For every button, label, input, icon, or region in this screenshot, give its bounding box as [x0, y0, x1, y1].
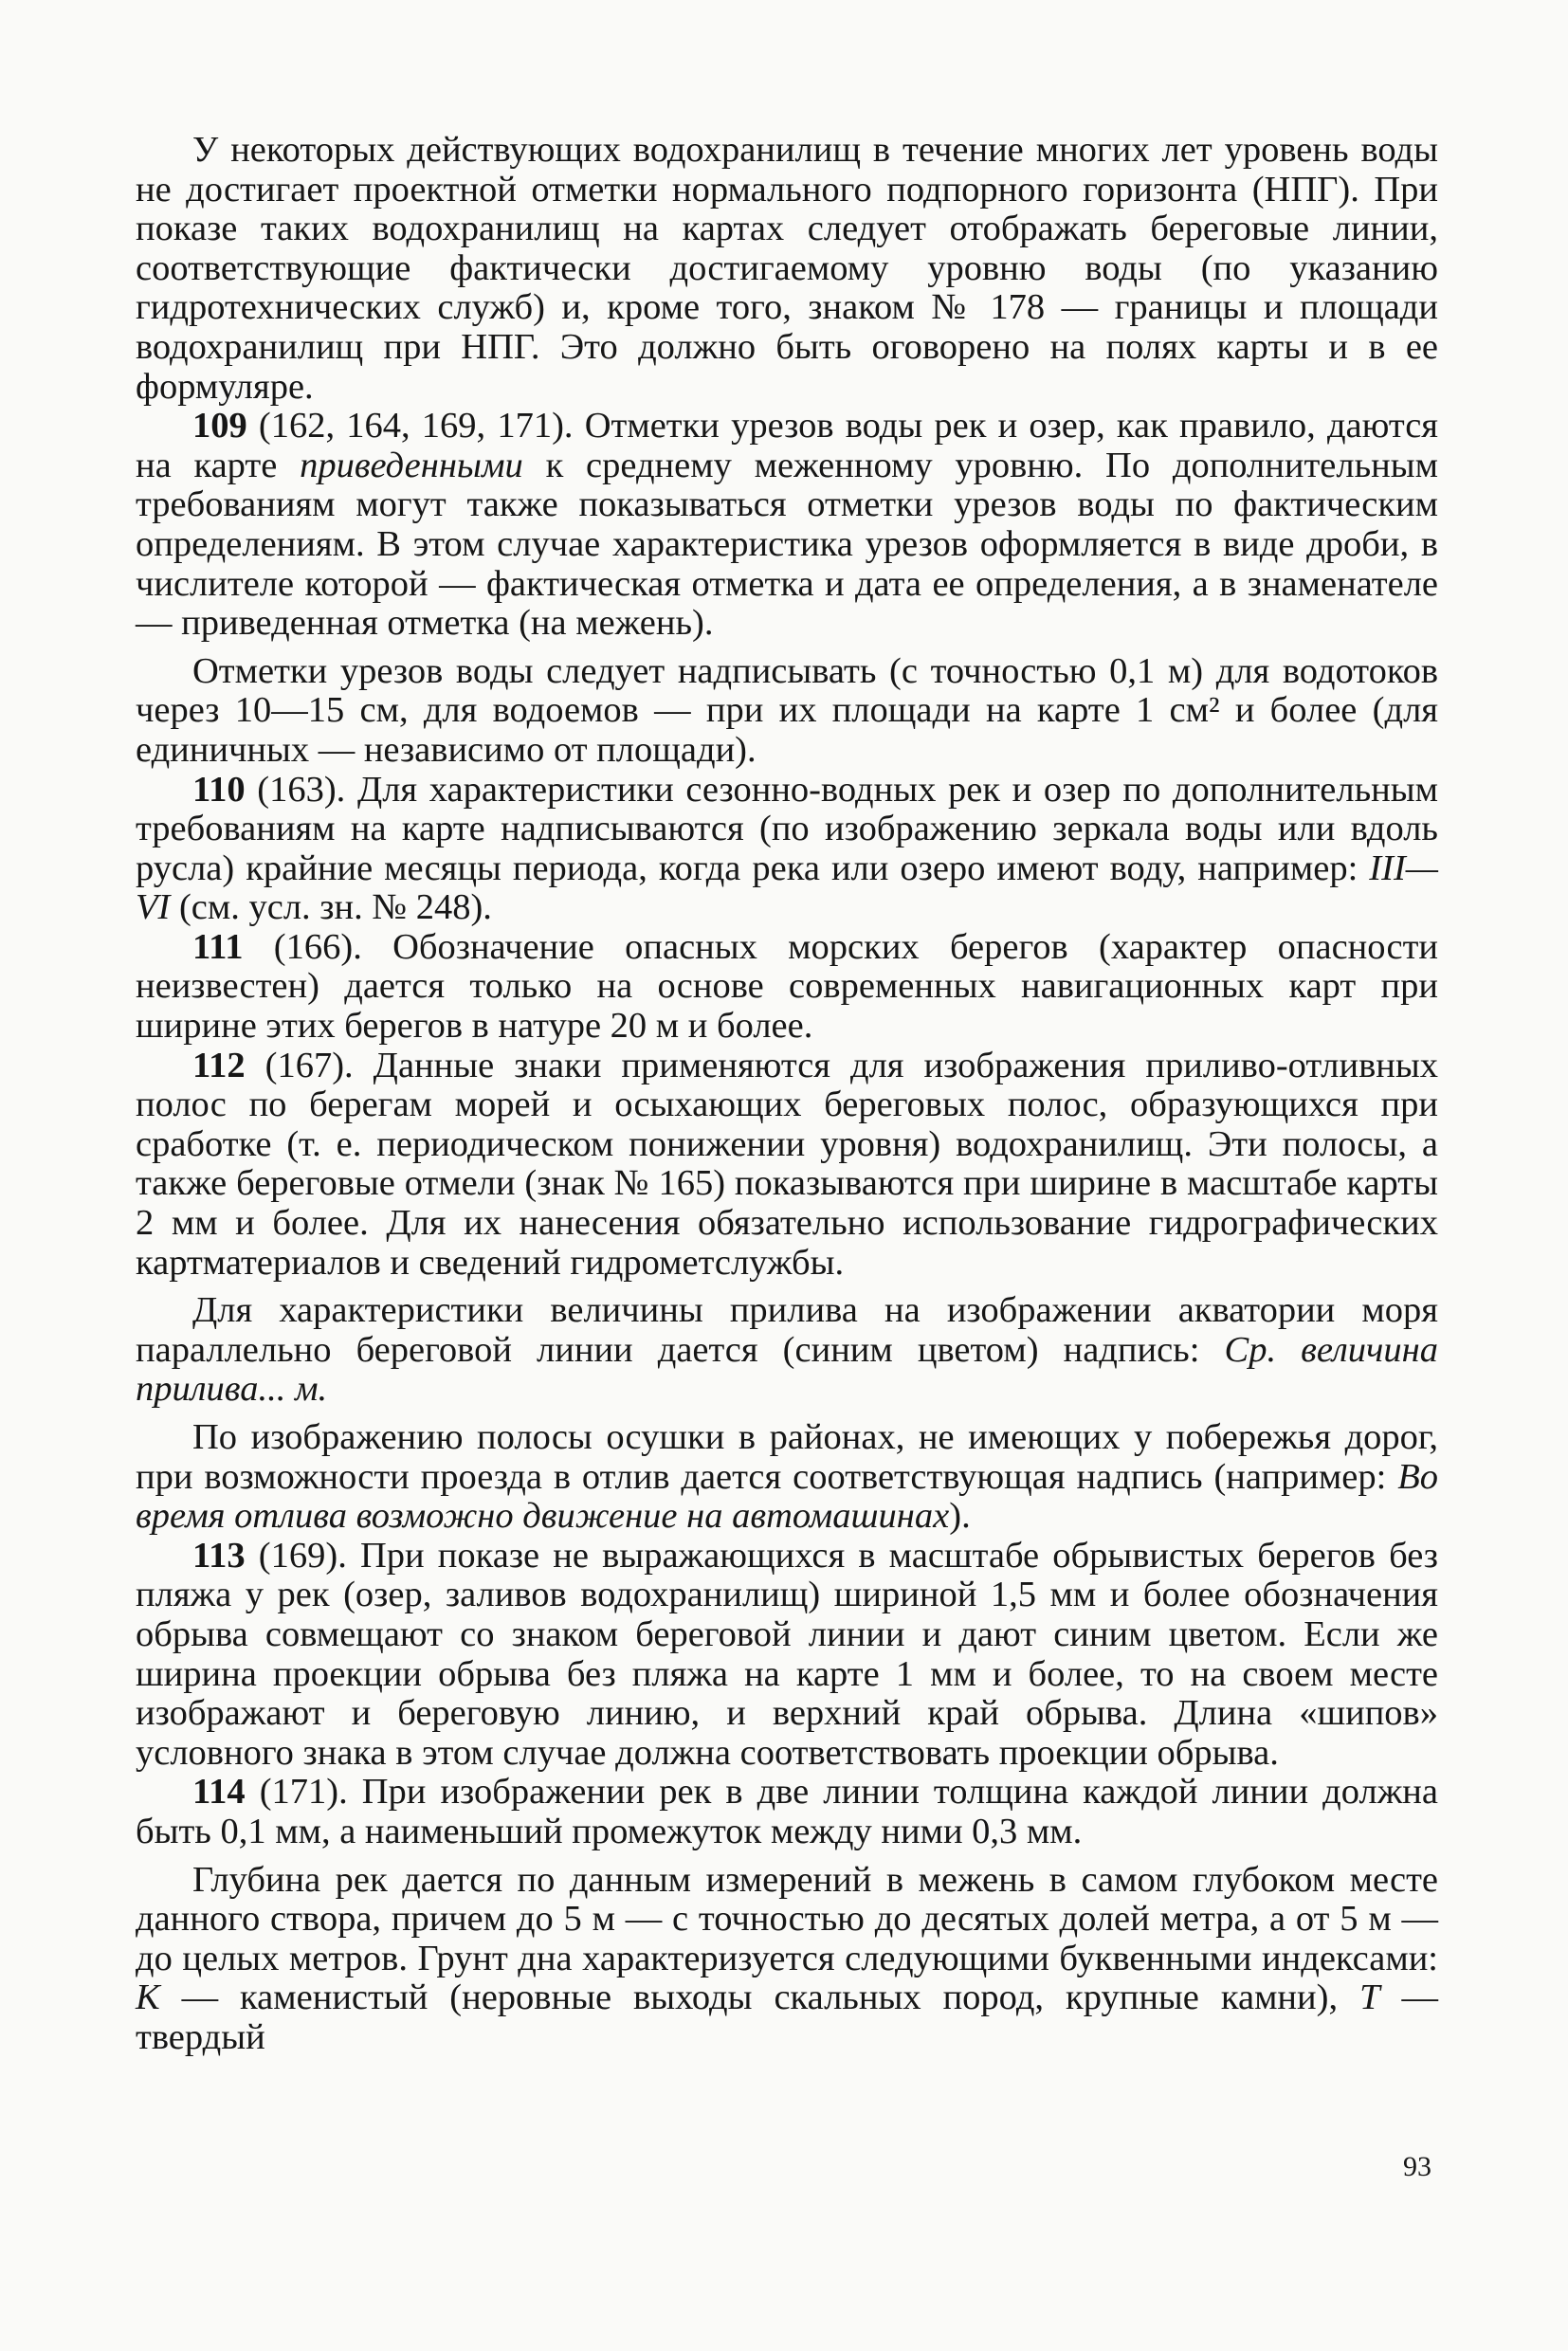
paragraph [136, 1861, 1438, 2058]
section-number: 113 [192, 1535, 246, 1576]
section-number: 114 [192, 1772, 246, 1813]
italic-text: Т [1359, 1977, 1380, 2018]
text-run: У некоторых действующих водохранилищ в течение многих лет уровень воды не достигает проектной отметки нормального подпорного горизонта (НПГ). При показе таких водохранилищ на картах следует отображать береговые линии, соответствующие фактически достигаемому уровню воды (по указанию гидротехнических служб) и, кроме того, знаком № 178 — границы и площади водохранилищ при НПГ. Это должно быть оговорено на полях карты и в ее формуляре. [136, 130, 1438, 407]
text-run: — твердый [136, 1977, 1439, 2057]
italic-text: К [136, 1977, 160, 2018]
italic-text: Во время отлива возможно движение на автомашинах [136, 1456, 1438, 1537]
text-run: — каменистый (неровные выходы скальных пород, крупные камни), [159, 1977, 1360, 2018]
paragraph [136, 1773, 1438, 1851]
text-run: (171). При изображении рек в две линии толщина каждой линии должна быть 0,1 мм, а наименьший промежуток между ними 0,3 мм. [136, 1772, 1438, 1851]
italic-text: III—VI [136, 847, 1438, 928]
section-number: 109 [192, 406, 247, 447]
text-run: к среднему меженному уровню. По дополнительным требованиям могут также показываться отметки урезов воды по фактическим определениям. В этом случае характеристика урезов оформляется в виде дроби, в числителе которой — фактическая отметка и дата ее определения, а в знаменателе — приведенная отметка (на межень). [136, 445, 1438, 644]
paragraph [136, 407, 1438, 644]
paragraph [136, 1047, 1438, 1284]
text-run: ). [949, 1496, 971, 1537]
section-number: 111 [192, 926, 244, 967]
italic-text: приведенными [300, 445, 523, 485]
paragraph [136, 1418, 1438, 1537]
paragraph [136, 131, 1438, 407]
text-run: Отметки урезов воды следует надписывать (с точностью 0,1 м) для водотоков через 10—15 см, для водоемов — при их площади на карте 1 см² и более (для единичных — независимо от площади). [136, 650, 1438, 770]
text-run: (167). Данные знаки применяются для изображения приливо-отливных полос по берегам морей и осыхающих береговых полос, образующихся при сработке (т. е. периодическом понижении уровня) водохранилищ. Эти полосы, а также береговые отмели (знак № 165) показываются при ширине в масштабе карты 2 мм и более. Для их нанесения обязательно использование гидрографических картматериалов и сведений гидрометслужбы. [136, 1045, 1438, 1283]
text-run: По изображению полосы осушки в районах, не имеющих у побережья дорог, при возможности проезда в отлив дается соответствующая надпись (например: [136, 1417, 1438, 1497]
section-number: 110 [192, 769, 246, 810]
paragraph [136, 652, 1438, 771]
paragraph [136, 771, 1438, 928]
text-run: Для характеристики величины прилива на изображении акватории моря параллельно береговой линии дается (синим цветом) надпись: [136, 1290, 1438, 1370]
section-number: 112 [192, 1045, 246, 1085]
paragraph [136, 1537, 1438, 1774]
text-run: (162, 164, 169, 171). Отметки урезов воды рек и озер, как правило, даются на карте [136, 406, 1438, 485]
text-run: (166). Обозначение опасных морских берегов (характер опасности неизвестен) дается только на основе современных навигационных карт при ширине этих берегов в натуре 20 м и более. [136, 926, 1438, 1047]
text-run: Глубина рек дается по данным измерений в межень в самом глубоком месте данного створа, причем до 5 м — с точностью до десятых долей метра, а от 5 м — до целых метров. Грунт дна характеризуется следующими буквенными индексами: [136, 1859, 1438, 1978]
italic-text: Ср. величина прилива... м. [136, 1329, 1438, 1410]
paragraph [136, 928, 1438, 1047]
text-run: (см. усл. зн. № 248). [170, 887, 492, 928]
text-run: (163). Для характеристики сезонно-водных рек и озер по дополнительным требованиям на карте надписываются (по изображению зеркала воды или вдоль русла) крайние месяцы периода, когда река или озеро имеют воду, например: [136, 769, 1438, 888]
page-number: 93 [1403, 2151, 1431, 2182]
text-run: (169). При показе не выражающихся в масштабе обрывистых берегов без пляжа у рек (озер, заливов водохранилищ) шириной 1,5 мм и более обозначения обрыва совмещают со знаком береговой линии и дают синим цветом. Если же ширина проекции обрыва без пляжа на карте 1 мм и более, то на своем месте изображают и береговую линию, и верхний край обрыва. Длина «шипов» условного знака в этом случае должна соответствовать проекции обрыва. [136, 1535, 1438, 1773]
body-text [136, 131, 1438, 2058]
paragraph [136, 1291, 1438, 1410]
